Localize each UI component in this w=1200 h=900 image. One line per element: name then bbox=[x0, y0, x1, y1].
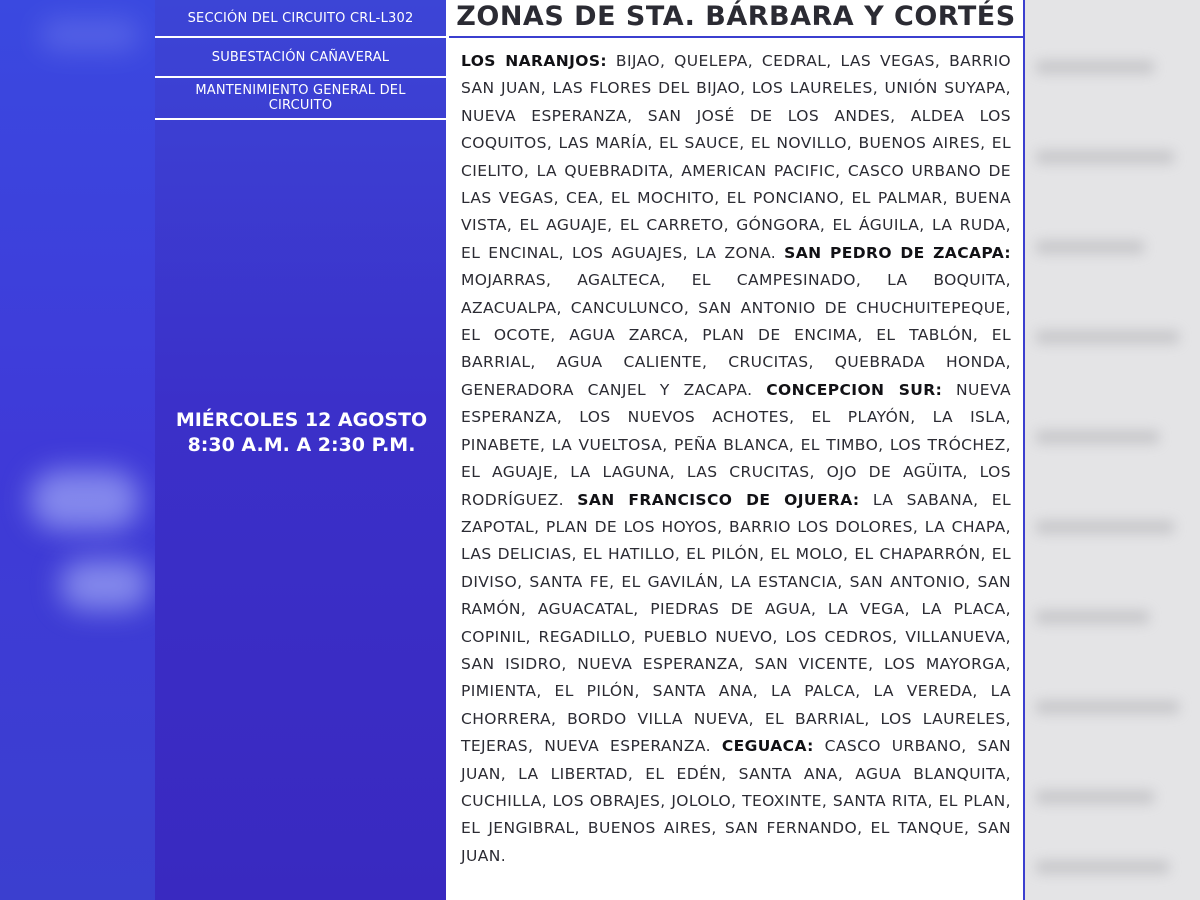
zone-places: CASCO URBANO, SAN JUAN, LA LIBERTAD, EL EDÉN, SANTA ANA, AGUA BLANQUITA, CUCHILLA, LOS OBRAJES, JOLOLO, TEOXINTE, SANTA RITA, EL PLAN, EL JENGIBRAL, BUENOS AIRES, SAN FERNANDO, EL TANQUE, SAN JUAN. bbox=[461, 737, 1012, 865]
blurred-shape bbox=[1035, 520, 1175, 534]
schedule-time: 8:30 A.M. A 2:30 P.M. bbox=[187, 434, 416, 456]
zone-name: SAN FRANCISCO DE OJUERA: bbox=[577, 490, 860, 509]
blurred-shape bbox=[40, 20, 140, 50]
circuit-info-panel bbox=[155, 0, 448, 900]
circuit-section: SECCIÓN DEL CIRCUITO CRL-L302 bbox=[155, 0, 446, 38]
blurred-shape bbox=[1035, 700, 1180, 714]
schedule-date: MIÉRCOLES 12 AGOSTO bbox=[175, 409, 428, 431]
zones-title: ZONAS DE STA. BÁRBARA Y CORTÉS bbox=[449, 0, 1023, 38]
blurred-shape bbox=[1035, 150, 1175, 164]
blurred-shape bbox=[1035, 330, 1180, 344]
blurred-shape bbox=[30, 470, 140, 530]
zone-name: CEGUACA: bbox=[721, 737, 814, 756]
blurred-shape bbox=[1035, 790, 1155, 804]
zone-places: BIJAO, QUELEPA, CEDRAL, LAS VEGAS, BARRIO SAN JUAN, LAS FLORES DEL BIJAO, LOS LAURELES, UNIÓN SUYAPA, NUEVA ESPERANZA, SAN JOSÉ DE LOS ANDES, ALDEA LOS COQUITOS, LAS MARÍA, EL SAUCE, EL NOVILLO, BUENOS AIRES, EL CIELITO, LA QUEBRADITA, AMERICAN PACIFIC, CASCO URBANO DE LAS VEGAS, CEA, EL MOCHITO, EL PONCIANO, EL PALMAR, BUENA VISTA, EL AGUAJE, EL CARRETO, GÓNGORA, EL ÁGUILA, LA RUDA, EL ENCINAL, LOS AGUAJES, LA ZONA. bbox=[461, 52, 1012, 262]
zones-list bbox=[449, 38, 1023, 870]
blurred-shape bbox=[60, 560, 150, 610]
blurred-shape bbox=[1035, 60, 1155, 74]
zone-places: LA SABANA, EL ZAPOTAL, PLAN DE LOS HOYOS, BARRIO LOS DOLORES, LA CHAPA, LAS DELICIAS, EL HATILLO, EL PILÓN, EL MOLO, EL CHAPARRÓN, EL DIVISO, SANTA FE, EL GAVILÁN, LA ESTANCIA, SAN ANTONIO, SAN RAMÓN, AGUACATAL, PIEDRAS DE AGUA, LA VEGA, LA PLACA, COPINIL, REGADILLO, PUEBLO NUEVO, LOS CEDROS, VILLANUEVA, SAN ISIDRO, NUEVA ESPERANZA, SAN VICENTE, LOS MAYORGA, PIMIENTA, EL PILÓN, SANTA ANA, LA PALCA, LA VEREDA, LA CHORRERA, BORDO VILLA NUEVA, EL BARRIAL, LOS LAURELES, TEJERAS, NUEVA ESPERANZA. bbox=[461, 490, 1012, 756]
substation-name: SUBESTACIÓN CAÑAVERAL bbox=[155, 38, 446, 78]
maintenance-type: MANTENIMIENTO GENERAL DEL CIRCUITO bbox=[155, 78, 446, 120]
schedule-block bbox=[155, 408, 448, 458]
zone-places: NUEVA ESPERANZA, LOS NUEVOS ACHOTES, EL PLAYÓN, LA ISLA, PINABETE, LA VUELTOSA, PEÑA BLANCA, EL TIMBO, LOS TRÓCHEZ, EL AGUAJE, LA LAGUNA, LAS CRUCITAS, OJO DE AGÜITA, LOS RODRÍGUEZ. bbox=[461, 380, 1011, 509]
blurred-shape bbox=[1035, 610, 1150, 624]
zone-name: CONCEPCION SUR: bbox=[766, 380, 943, 399]
blurred-shape bbox=[1035, 860, 1170, 874]
blurred-background-right bbox=[1025, 0, 1200, 900]
blurred-background-left bbox=[0, 0, 160, 900]
zone-places: MOJARRAS, AGALTECA, EL CAMPESINADO, LA BOQUITA, AZACUALPA, CANCULUNCO, SAN ANTONIO DE CHUCHUITEPEQUE, EL OCOTE, AGUA ZARCA, PLAN DE ENCIMA, EL TABLÓN, EL BARRIAL, AGUA CALIENTE, CRUCITAS, QUEBRADA HONDA, GENERADORA CANJEL Y ZACAPA. bbox=[461, 271, 1011, 399]
blurred-shape bbox=[1035, 430, 1160, 444]
affected-zones-panel bbox=[449, 0, 1025, 900]
zone-name: SAN PEDRO DE ZACAPA: bbox=[784, 243, 1011, 262]
blurred-shape bbox=[1035, 240, 1145, 254]
zone-name: LOS NARANJOS: bbox=[461, 52, 608, 70]
